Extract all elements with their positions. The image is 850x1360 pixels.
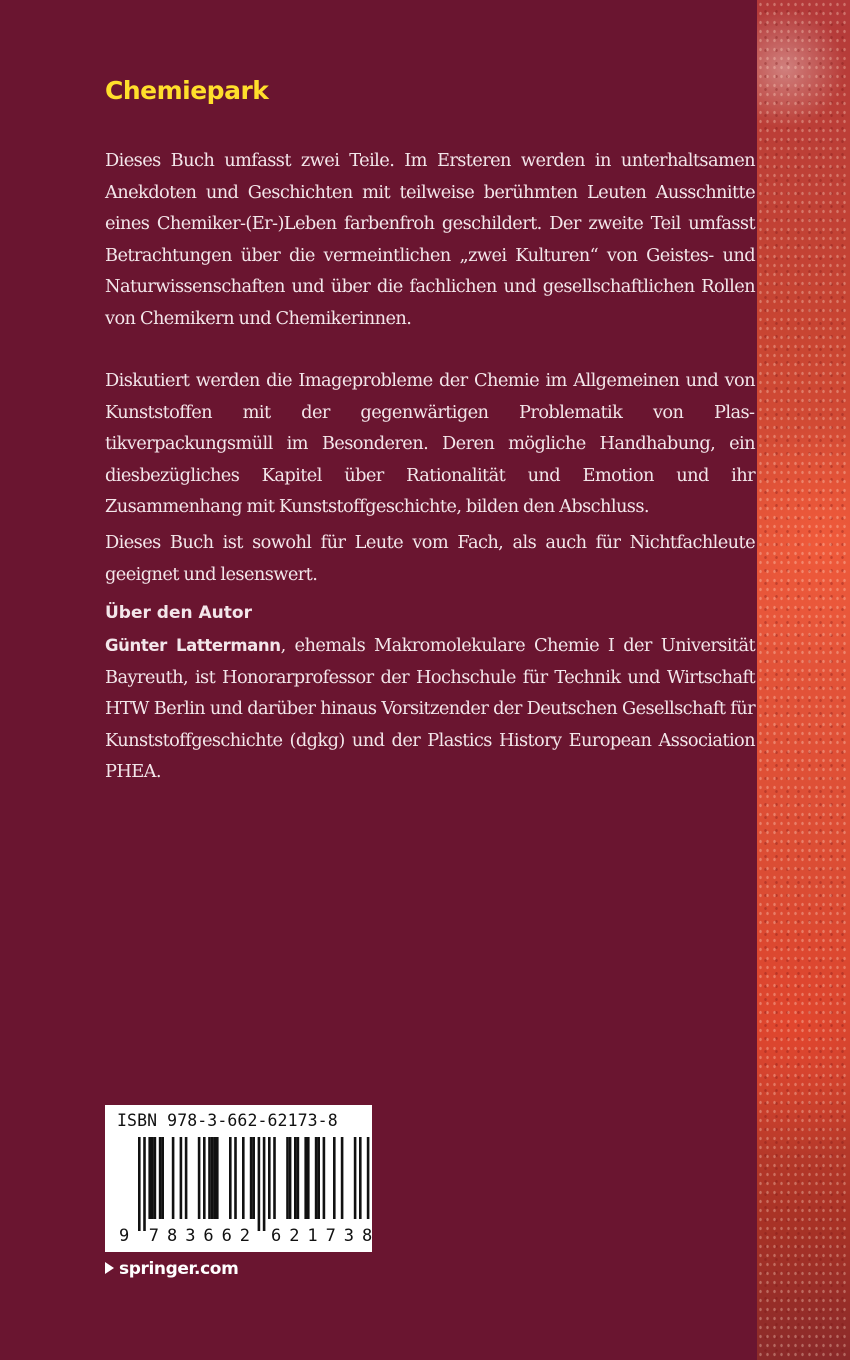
barcode-bar	[317, 1137, 320, 1219]
barcode-bar	[180, 1137, 183, 1219]
barcode-bar	[159, 1137, 162, 1219]
barcode-bar	[268, 1137, 271, 1219]
barcode-bar	[307, 1137, 310, 1219]
barcode-bar	[297, 1137, 300, 1219]
author-bio	[105, 630, 755, 788]
blurb-paragraph-2: Diskutiert werden die Imageprobleme der Chemie im Allgemeinen und von Kunststoffen mit der gegenwärtigen Problematik von Plastikverpackungsmüll im Besonderen. Deren mögliche Handhabung, ein diesbezügliches Kapitel über Rationalität und Emotion und ihr Zusammenhang mit Kunststoffgeschichte, bilden den Abschluss.	[105, 370, 755, 517]
publisher-link[interactable]	[105, 1259, 238, 1279]
barcode-bar	[143, 1137, 146, 1231]
barcode-bar	[138, 1137, 141, 1231]
barcode-bar	[211, 1137, 214, 1219]
barcode-bar	[185, 1137, 188, 1219]
barcode-bar	[294, 1137, 297, 1219]
barcode-bar	[198, 1137, 201, 1219]
barcode-bars	[105, 1137, 372, 1245]
barcode-bar	[354, 1137, 357, 1219]
barcode-bar	[333, 1137, 336, 1219]
barcode-digit: 3	[343, 1226, 355, 1245]
barcode-digit: 6	[271, 1226, 282, 1245]
isbn-label: ISBN 978-3-662-62173-8	[117, 1111, 338, 1130]
barcode-bar	[148, 1137, 151, 1219]
barcode-bar	[359, 1137, 362, 1219]
barcode-bar	[367, 1137, 370, 1219]
barcode-bar	[229, 1137, 232, 1219]
isbn-barcode	[105, 1105, 372, 1252]
blurb-paragraph-3: Dieses Buch ist sowohl für Leute vom Fach, als auch für Nichtfachleute geeignet und lesenswert.	[105, 532, 755, 585]
barcode-bar	[250, 1137, 253, 1219]
barcode-bar	[252, 1137, 255, 1219]
barcode-bar	[208, 1137, 211, 1219]
barcode-bar	[172, 1137, 175, 1219]
author-name: Günter Lattermann	[105, 636, 281, 655]
barcode-bar	[203, 1137, 206, 1219]
barcode-bar	[289, 1137, 292, 1219]
author-bio-text: , ehemals Makromolekulare Chemie I der Universität Bayreuth, ist Honorarprofessor der Hochschule für Technik und Wirtschaft HTW Berlin und darüber hinaus Vorsitzender der Deutschen Gesellschaft für Kunststoffgeschichte (dgkg) und der Plastics History European Association PHEA.	[105, 635, 755, 782]
barcode-bar	[263, 1137, 266, 1231]
barcode-bar	[161, 1137, 164, 1219]
barcode-bar	[234, 1137, 237, 1219]
about-author-heading: Über den Autor	[105, 603, 252, 623]
publisher-link-text: springer.com	[119, 1259, 239, 1279]
barcode-bar	[341, 1137, 344, 1219]
barcode-digit: 8	[167, 1226, 178, 1245]
barcode-bar	[216, 1137, 219, 1219]
barcode-digit: 2	[239, 1226, 251, 1245]
speckle-texture	[757, 0, 850, 1360]
barcode-digit: 1	[307, 1226, 318, 1245]
blurb-paragraph-1: Dieses Buch umfasst zwei Teile. Im Ersteren werden in unterhaltsamen Anekdoten und Geschichten mit teilweise berühmten Leuten Ausschnitte eines Chemiker-(Er-)Leben farbenfroh geschildert. Der zweite Teil umfasst Betrachtungen über die vermeintlichen „zwei Kulturen“ von Geistes- und Naturwissenschaften und über die fachlichen und gesellschaftlichen Rollen von Chemikern und Chemikerinnen.	[105, 150, 755, 329]
barcode-bar	[304, 1137, 307, 1219]
barcode-digit: 8	[362, 1226, 372, 1245]
barcode-digit: 6	[221, 1226, 232, 1245]
barcode-bar	[315, 1137, 318, 1219]
barcode-bar	[242, 1137, 245, 1219]
barcode-digit: 7	[148, 1226, 160, 1245]
decorative-side-strip	[757, 0, 850, 1360]
play-arrow-icon	[105, 1262, 114, 1274]
barcode-bar	[258, 1137, 261, 1231]
barcode-digit-first: 9	[119, 1226, 130, 1245]
barcode-bar	[286, 1137, 289, 1219]
barcode-digit: 7	[325, 1226, 336, 1245]
barcode-digit: 2	[289, 1226, 300, 1245]
barcode-bar	[154, 1137, 157, 1219]
barcode-digit: 3	[185, 1226, 196, 1245]
barcode-bar	[273, 1137, 276, 1219]
book-title: Chemiepark	[105, 76, 269, 105]
barcode-bar	[151, 1137, 154, 1219]
barcode-bar	[323, 1137, 326, 1219]
barcode-bar	[213, 1137, 216, 1219]
barcode-digit: 6	[203, 1226, 214, 1245]
